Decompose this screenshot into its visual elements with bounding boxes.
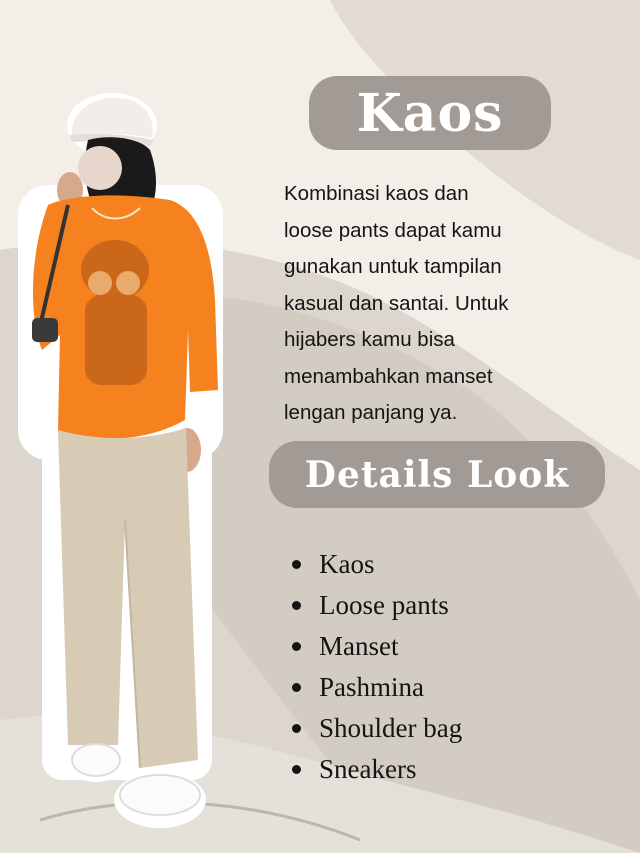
outfit-description: Kombinasi kaos dan loose pants dapat kamu gunakan untuk tampilan kasual dan santai. Untuk hijabers kamu bisa menambahkan manset lengan panjang ya.	[284, 182, 509, 424]
title-banner	[309, 76, 551, 150]
sneaker-left	[72, 744, 120, 776]
list-item-label: Sneakers	[319, 754, 417, 784]
list-item	[292, 708, 462, 749]
list-item-label: Kaos	[319, 549, 375, 579]
sneaker-right	[120, 775, 200, 815]
list-item-label: Pashmina	[319, 672, 424, 702]
bullet-icon	[292, 601, 301, 610]
details-look-list	[292, 544, 462, 790]
bullet-icon	[292, 765, 301, 774]
list-item	[292, 667, 462, 708]
bullet-icon	[292, 683, 301, 692]
list-item-label: Shoulder bag	[319, 713, 463, 743]
bullet-icon	[292, 560, 301, 569]
list-item	[292, 749, 462, 790]
title-text: Kaos	[356, 82, 504, 144]
face-mask	[78, 146, 122, 190]
bullet-icon	[292, 642, 301, 651]
bullet-icon	[292, 724, 301, 733]
list-item	[292, 626, 462, 667]
list-item	[292, 585, 462, 626]
shirt-graphic	[81, 240, 149, 385]
list-item	[292, 544, 462, 585]
details-look-banner	[269, 441, 605, 508]
list-item-label: Loose pants	[319, 590, 449, 620]
details-look-heading: Details Look	[304, 453, 570, 496]
list-item-label: Manset	[319, 631, 399, 661]
